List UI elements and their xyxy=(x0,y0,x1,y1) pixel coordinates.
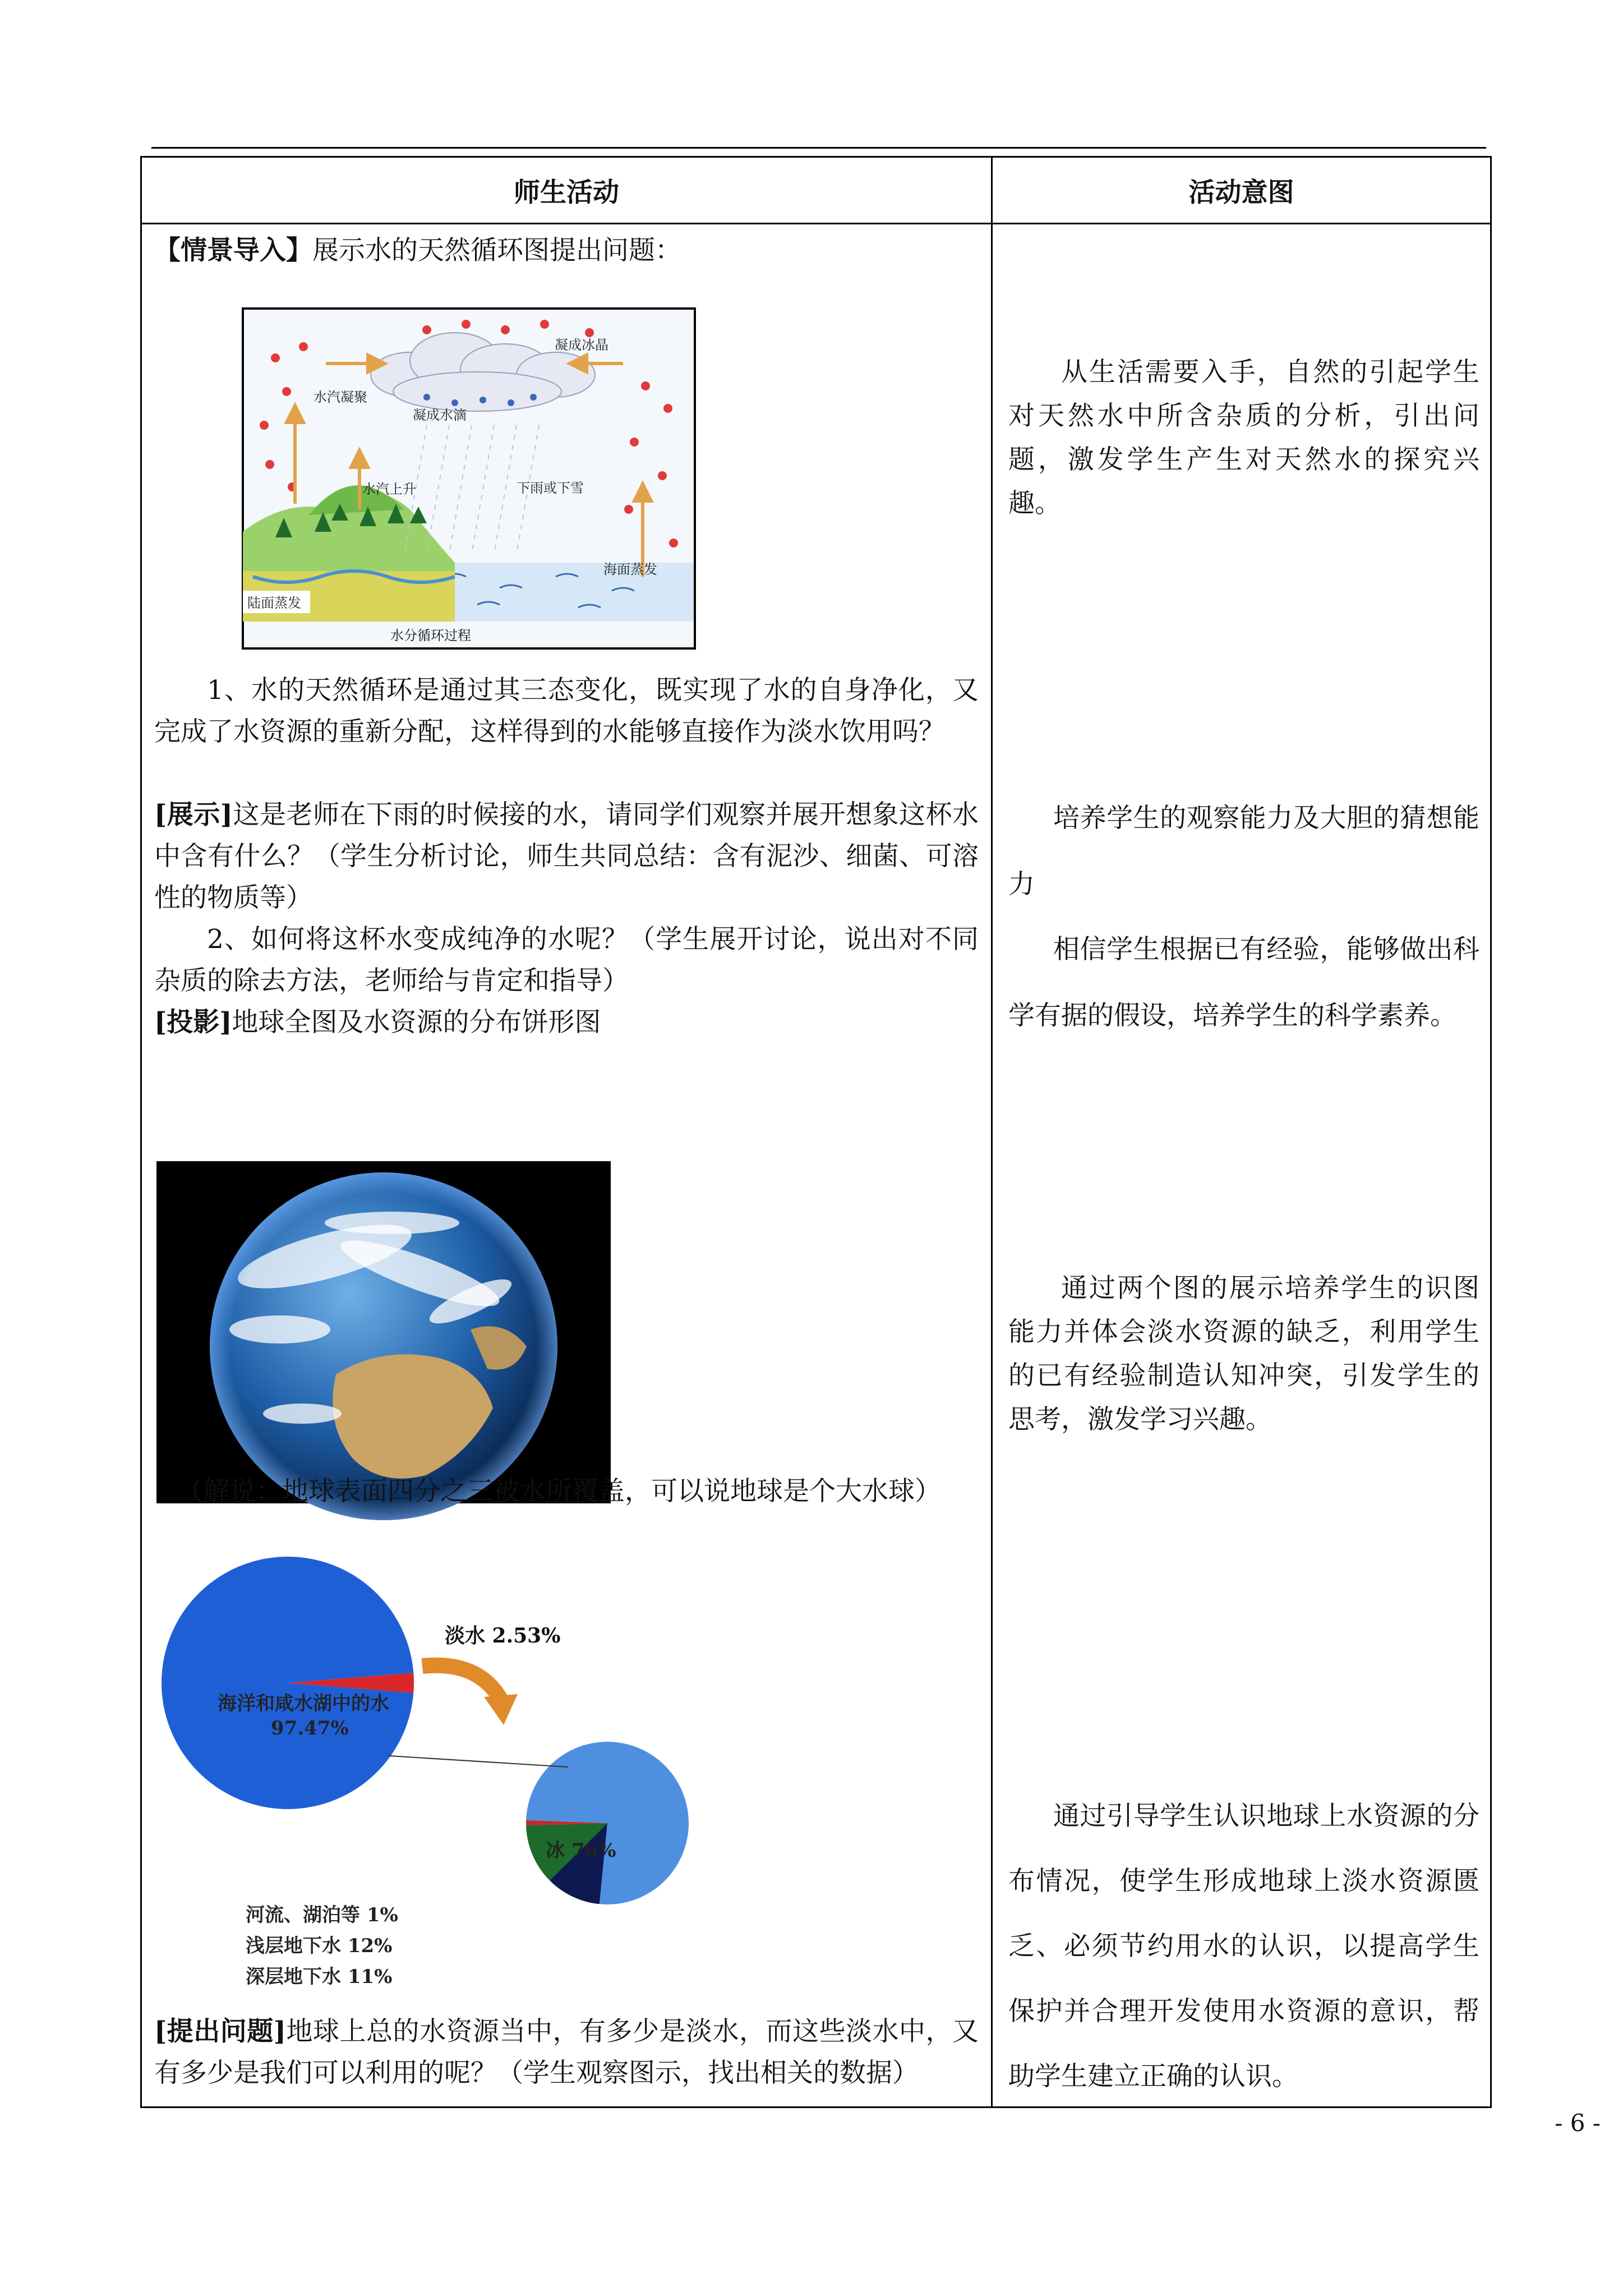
show-text: 这是老师在下雨的时候接的水，请同学们观察并展开想象这杯水中含有什么？（学生分析讨论，师生共同总结：含有泥沙、细菌、可溶性的物质等） xyxy=(154,799,979,913)
header-rule xyxy=(151,147,1486,149)
label-ocean-name: 海洋和咸水湖中的水 xyxy=(218,1692,389,1715)
ask-text: 地球上总的水资源当中，有多少是淡水，而这些淡水中，又有多少是我们可以利用的呢？（学生观察图示，找出相关的数据） xyxy=(154,2016,979,2088)
projection-label: [投影] xyxy=(154,1007,232,1038)
col-header-activities: 师生活动 xyxy=(141,157,992,224)
label-shallow: 浅层地下水 12% xyxy=(246,1935,393,1957)
col-header-intent: 活动意图 xyxy=(992,157,1491,224)
intent-paragraph-5: 通过引导学生认识地球上水资源的分布情况，使学生形成地球上淡水资源匮乏、必须节约用水的认识，以提高学生保护并合理开发使用水资源的意识，帮助学生建立正确的认识。 xyxy=(1008,1801,1479,2092)
question-2: 2、如何将这杯水变成纯净的水呢？（学生展开讨论，说出对不同杂质的除去方法，老师给与肯定和指导） xyxy=(154,924,979,996)
projection-line xyxy=(154,1002,979,1043)
arrow-shape xyxy=(422,1665,501,1700)
label-ocean-value: 97.47% xyxy=(271,1717,349,1740)
earth-image xyxy=(156,1161,611,1503)
label-deep: 深层地下水 11% xyxy=(246,1966,393,1988)
label-land-evap: 陆面蒸发 xyxy=(247,595,301,611)
intent-paragraph-3: 相信学生根据已有经验，能够做出科学有据的假设，培养学生的科学素养。 xyxy=(1008,934,1479,1031)
intent-paragraph-2: 培养学生的观察能力及大胆的猜想能力 xyxy=(1008,803,1479,900)
page-number: - 6 - xyxy=(1555,2109,1601,2137)
intent-cell xyxy=(992,224,1491,2108)
label-rivers: 河流、湖泊等 1% xyxy=(246,1904,398,1926)
label-sea-evap: 海面蒸发 xyxy=(603,562,657,577)
intro-line xyxy=(154,230,979,272)
ask-label: [提出问题] xyxy=(154,2016,286,2047)
intent-paragraph-1: 从生活需要入手，自然的引起学生对天然水中所含杂质的分析，引出问题，激发学生产生对天然水的探究兴趣。 xyxy=(1008,357,1479,519)
label-ice: 冰 76% xyxy=(546,1839,616,1862)
intro-text: 展示水的天然循环图提出问题： xyxy=(312,235,681,266)
intro-label: 【情景导入】 xyxy=(154,235,312,266)
earth-note: （解说：地球表面四分之三被水所覆盖，可以说地球是个大水球） xyxy=(177,1476,941,1507)
label-condense-vapor: 水汽凝聚 xyxy=(313,389,367,405)
intent-paragraph-4: 通过两个图的展示培养学生的识图能力并体会淡水资源的缺乏，利用学生的已有经验制造认知冲突，引发学生的思考，激发学习兴趣。 xyxy=(1008,1273,1479,1435)
leader-line xyxy=(389,1756,568,1767)
pie-chart-total-water xyxy=(162,1557,414,1809)
water-cycle-figure xyxy=(242,307,696,650)
label-ice-crystal: 凝成冰晶 xyxy=(555,337,608,353)
lesson-table xyxy=(140,156,1492,2108)
figure-caption: 水分循环过程 xyxy=(390,628,471,643)
show-label: [展示] xyxy=(154,799,233,830)
water-distribution-charts xyxy=(153,1571,714,1988)
projection-text: 地球全图及水资源的分布饼形图 xyxy=(232,1007,601,1038)
show-paragraph xyxy=(154,794,979,919)
label-vapor-rise: 水汽上升 xyxy=(362,481,416,497)
activities-cell xyxy=(141,224,992,2108)
ask-paragraph xyxy=(154,2011,979,2094)
label-water-drop: 凝成水滴 xyxy=(413,407,467,423)
arrow-head xyxy=(484,1694,518,1725)
question-1: 1、水的天然循环是通过其三态变化，既实现了水的自身净化，又完成了水资源的重新分配，这样得到的水能够直接作为淡水饮用吗？ xyxy=(154,675,979,747)
label-fresh-water: 淡水 2.53% xyxy=(445,1624,561,1648)
label-rain-snow: 下雨或下雪 xyxy=(517,480,584,496)
